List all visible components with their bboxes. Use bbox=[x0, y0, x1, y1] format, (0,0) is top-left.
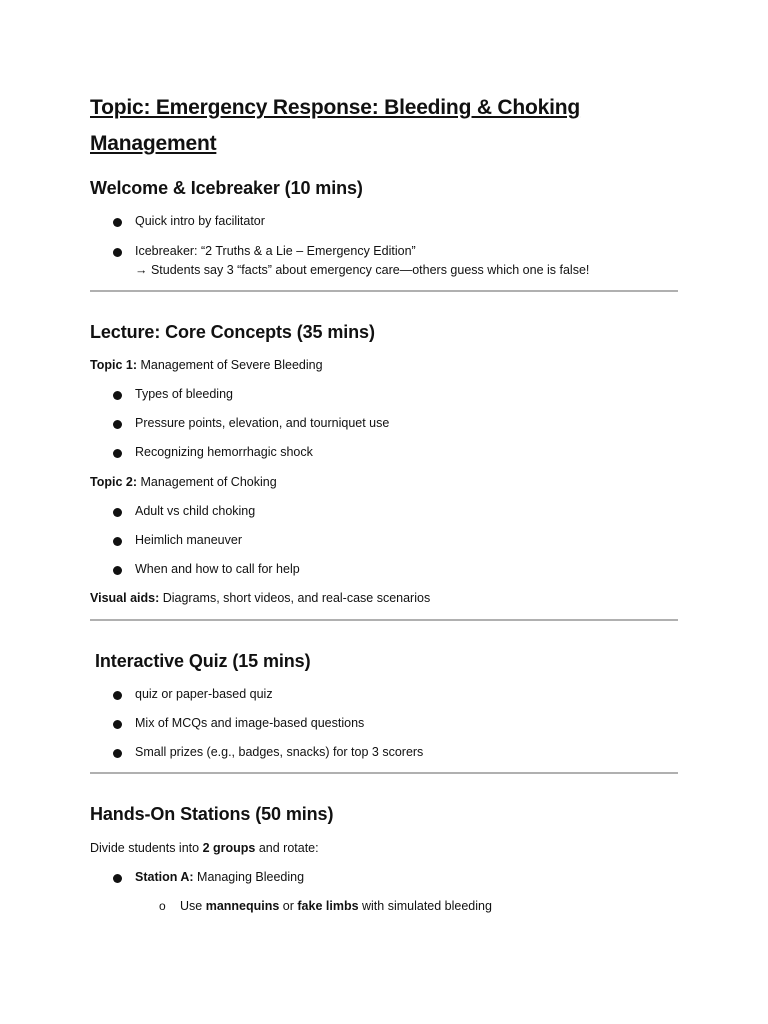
sub-post: with simulated bleeding bbox=[358, 899, 492, 913]
bullet-icon bbox=[113, 420, 122, 429]
section-heading-stations: Hands-On Stations (50 mins) bbox=[90, 804, 334, 824]
list-item: Heimlich maneuver bbox=[135, 533, 242, 547]
list-item: Quick intro by facilitator bbox=[135, 214, 265, 228]
sub-pre: Use bbox=[180, 899, 206, 913]
topic1-text: Management of Severe Bleeding bbox=[137, 358, 323, 372]
bullet-icon bbox=[113, 874, 122, 883]
bullet-icon bbox=[113, 508, 122, 517]
list-item: Pressure points, elevation, and tourniquet use bbox=[135, 416, 390, 430]
section-heading-welcome: Welcome & Icebreaker (10 mins) bbox=[90, 178, 363, 198]
bullet-icon bbox=[113, 391, 122, 400]
topic2-text: Management of Choking bbox=[137, 475, 277, 489]
list-item: Adult vs child choking bbox=[135, 504, 256, 518]
list-item: Mix of MCQs and image-based questions bbox=[135, 716, 365, 730]
sub-bold1: mannequins bbox=[205, 899, 280, 913]
page-title-line1: Topic: Emergency Response: Bleeding & Choking bbox=[90, 96, 581, 119]
sub-mid: or bbox=[279, 899, 298, 913]
stations-intro-bold: 2 groups bbox=[202, 841, 256, 855]
stations-intro-post: and rotate: bbox=[255, 841, 319, 855]
bullet-icon bbox=[113, 248, 122, 257]
topic1-line bbox=[90, 358, 323, 372]
list-item: Recognizing hemorrhagic shock bbox=[135, 445, 313, 459]
bullet-icon bbox=[113, 566, 122, 575]
page-title-line2: Management bbox=[90, 132, 217, 155]
topic2-line bbox=[90, 475, 277, 489]
section-divider bbox=[90, 290, 678, 292]
list-item: quiz or paper-based quiz bbox=[135, 687, 273, 701]
visual-aids-line bbox=[90, 591, 430, 605]
list-item: Small prizes (e.g., badges, snacks) for top 3 scorers bbox=[135, 745, 424, 759]
icebreaker-detail: → Students say 3 “facts” about emergency care—others guess which one is false! bbox=[135, 263, 590, 277]
sub-bold2: fake limbs bbox=[297, 899, 359, 913]
section-heading-lecture: Lecture: Core Concepts (35 mins) bbox=[90, 322, 375, 342]
visual-aids-label: Visual aids: bbox=[90, 591, 160, 605]
list-item: When and how to call for help bbox=[135, 562, 300, 576]
stations-intro bbox=[90, 841, 319, 855]
stations-intro-pre: Divide students into bbox=[90, 841, 203, 855]
visual-aids-text: Diagrams, short videos, and real-case scenarios bbox=[159, 591, 431, 605]
station-a-subitem bbox=[180, 899, 492, 913]
station-a-item bbox=[135, 870, 304, 884]
station-a-text: Managing Bleeding bbox=[193, 870, 305, 884]
sub-bullet-marker: o bbox=[159, 899, 166, 913]
bullet-icon bbox=[113, 537, 122, 546]
topic2-label: Topic 2: bbox=[90, 475, 137, 489]
station-a-label: Station A: bbox=[135, 870, 194, 884]
bullet-icon bbox=[113, 691, 122, 700]
list-item: Icebreaker: “2 Truths & a Lie – Emergency Edition” bbox=[135, 244, 416, 258]
bullet-icon bbox=[113, 720, 122, 729]
section-heading-quiz: Interactive Quiz (15 mins) bbox=[95, 651, 311, 671]
bullet-icon bbox=[113, 449, 122, 458]
section-divider bbox=[90, 772, 678, 774]
list-item: Types of bleeding bbox=[135, 387, 233, 401]
section-divider bbox=[90, 619, 678, 621]
bullet-icon bbox=[113, 749, 122, 758]
topic1-label: Topic 1: bbox=[90, 358, 137, 372]
bullet-icon bbox=[113, 218, 122, 227]
